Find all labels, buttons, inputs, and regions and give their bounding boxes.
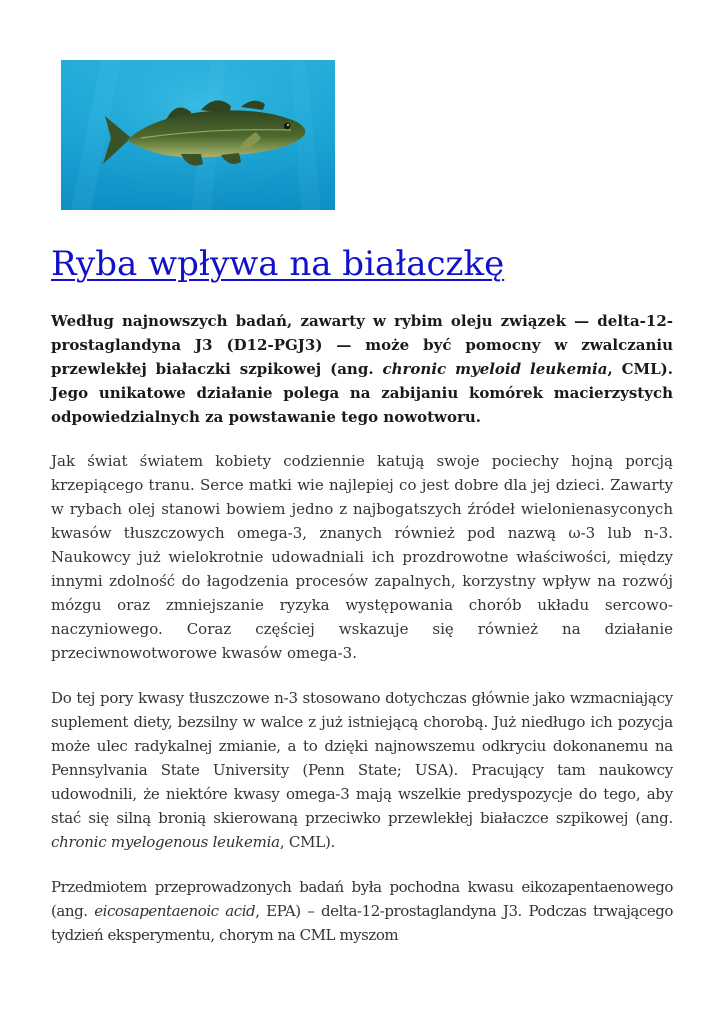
paragraph-3-text-part-2: , EPA) – delta-12-prostaglandyna J3. Podczas trwającego tydzień eksperymentu, chorym na CML myszom — [51, 902, 673, 944]
article-image — [61, 60, 335, 210]
paragraph-2-text-part-2: , CML). — [279, 833, 336, 851]
article-body — [51, 309, 673, 968]
paragraph-3-emphasis: eicosapentaenoic acid — [94, 902, 256, 920]
paragraph-2-emphasis: chronic myelogenous leukemia — [51, 833, 280, 851]
lead-text-part-1: Według najnowszych badań, zawarty w rybim oleju związek — delta-12-prostaglandyna J3 (D12-PGJ3) — może być pomocny w zwalczaniu przewlekłej białaczki szpikowej (ang. — [51, 312, 673, 378]
fish-illustration — [61, 60, 335, 210]
lead-text-part-2: , CML). Jego unikatowe działanie polega na zabijaniu komórek macierzystych odpowiedzialnych za powstawanie tego nowotworu. — [51, 360, 674, 426]
paragraph-1: Jak świat światem kobiety codziennie katują swoje pociechy hojną porcją krzepiącego tranu. Serce matki wie najlepiej co jest dobre dla jej dzieci. Zawarty w rybach olej stanowi bowiem jedno z najbogatszych źródeł wielonienasyconych kwasów tłuszczowych omega-3, znanych również pod nazwą ω-3 lub n-3. Naukowcy już wielokrotnie udowadniali ich prozdrowotne właściwości, między innymi zdolność do łagodzenia procesów zapalnych, korzystny wpływ na rozwój mózgu oraz zmniejszanie ryzyka występowania chorób układu sercowo-naczyniowego. Coraz częściej wskazuje się również na działanie przeciwnowotworowe kwasów omega-3. — [51, 452, 673, 662]
article-title-link[interactable]: Ryba wpływa na białaczkę — [51, 244, 505, 284]
paragraph-3-text-part-1: Przedmiotem przeprowadzonych badań była pochodna kwasu eikozapentaenowego (ang. — [51, 878, 673, 920]
article-lead — [51, 309, 673, 429]
paragraph-2 — [51, 686, 673, 854]
paragraph-3 — [51, 875, 673, 947]
paragraph-2-text-part-1: Do tej pory kwasy tłuszczowe n-3 stosowano dotychczas głównie jako wzmacniający suplement diety, bezsilny w walce z już istniejącą chorobą. Już niedługo ich pozycja może ulec radykalnej zmianie, a to dzięki najnowszemu odkryciu dokonanemu na Pennsylvania State University (Penn State; USA). Pracujący tam naukowcy udowodnili, że niektóre kwasy omega-3 mają wszelkie predyspozycje do tego, aby stać się silną bronią skierowaną przeciwko przewlekłej białaczce szpikowej (ang. — [51, 689, 673, 827]
lead-emphasis: chronic myeloid leukemia — [382, 360, 608, 378]
